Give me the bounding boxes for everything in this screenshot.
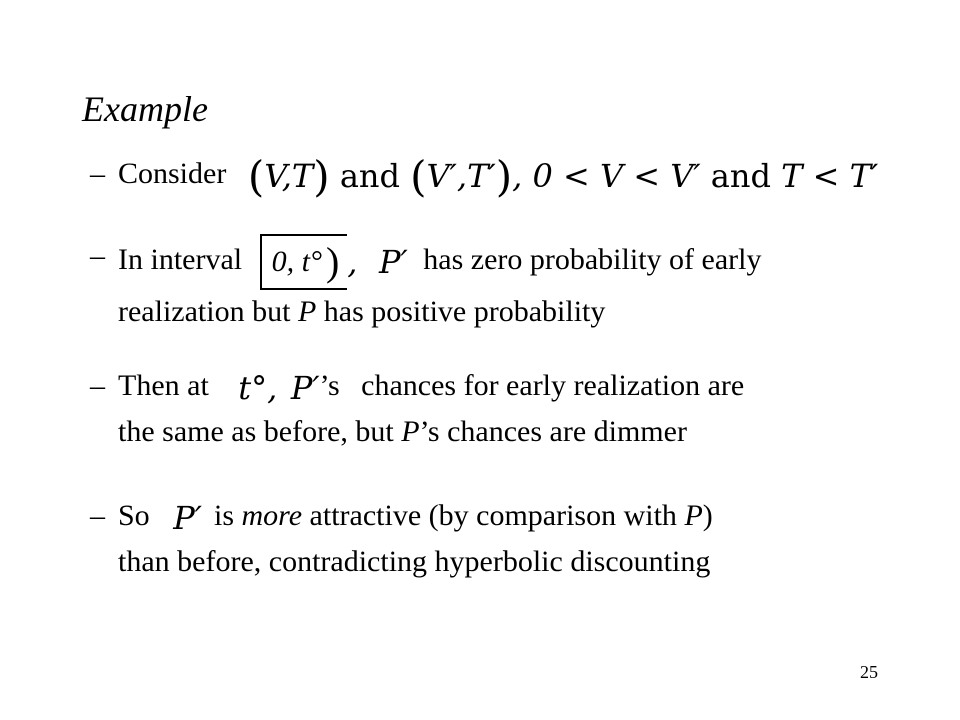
bullet-tail-text: chances for early realization are	[361, 369, 745, 402]
bullet-consider	[90, 152, 900, 199]
possessive-s: ’s	[319, 369, 340, 402]
paren-open: (	[247, 151, 265, 201]
math-and: and	[329, 156, 411, 195]
bullet-then-at	[90, 364, 900, 454]
bullet-line2-text: than before, contradicting hyperbolic discounting	[118, 545, 711, 579]
math-comma: ,	[267, 369, 278, 408]
math-p-prime: P′	[378, 243, 408, 281]
interval-bracket	[260, 234, 348, 290]
math-v-t-prime: V′,T′	[426, 156, 496, 195]
bullet-text: is	[213, 499, 242, 532]
math-v-t: V,T	[264, 156, 314, 195]
math-expression-consider	[247, 151, 879, 201]
bullet-dash: –	[90, 499, 105, 532]
bullet-text: attractive (by comparison with	[302, 499, 685, 532]
math-condition-t: T < T′	[781, 156, 879, 195]
bullet-line2-text: has positive probability	[316, 295, 606, 328]
bullet-dash: –	[90, 369, 105, 402]
bullet-tail-text: has zero probability of early	[423, 242, 762, 276]
symbol-p: P	[297, 295, 317, 328]
bullet-line2-text: the same as before, but	[118, 415, 402, 449]
bullet-interval	[90, 234, 900, 334]
paren-close: )	[313, 151, 330, 201]
symbol-p: P	[401, 415, 420, 449]
math-t-circ: t°	[238, 369, 268, 408]
page-number: 25	[860, 662, 878, 682]
math-p-prime: P′	[290, 369, 320, 408]
bullet-lead-text: Consider	[118, 157, 227, 190]
slide-title: Example	[82, 89, 208, 129]
paren-open: (	[410, 151, 427, 201]
bullet-so	[90, 494, 900, 584]
bullet-lead-text: In interval	[118, 242, 243, 276]
bullet-lead-text: Then at	[118, 369, 209, 402]
bullet-text: )	[702, 499, 713, 532]
bullet-dash: –	[90, 239, 105, 272]
math-comma: ,	[347, 243, 358, 281]
emphasis-more: more	[241, 499, 303, 532]
bullet-lead-text: So	[118, 499, 150, 532]
symbol-p: P	[684, 499, 703, 532]
bullet-dash: –	[90, 157, 105, 190]
math-and: and	[700, 156, 782, 195]
interval-close: )	[325, 239, 340, 284]
bullet-line2-text: ’s chances are dimmer	[419, 415, 687, 449]
paren-close: )	[495, 151, 513, 201]
math-p-prime: P′	[173, 499, 202, 538]
math-condition: , 0 < V < V′	[512, 156, 701, 195]
interval-inner: 0, t°	[271, 245, 322, 278]
bullet-line2-text: realization but	[118, 295, 298, 328]
